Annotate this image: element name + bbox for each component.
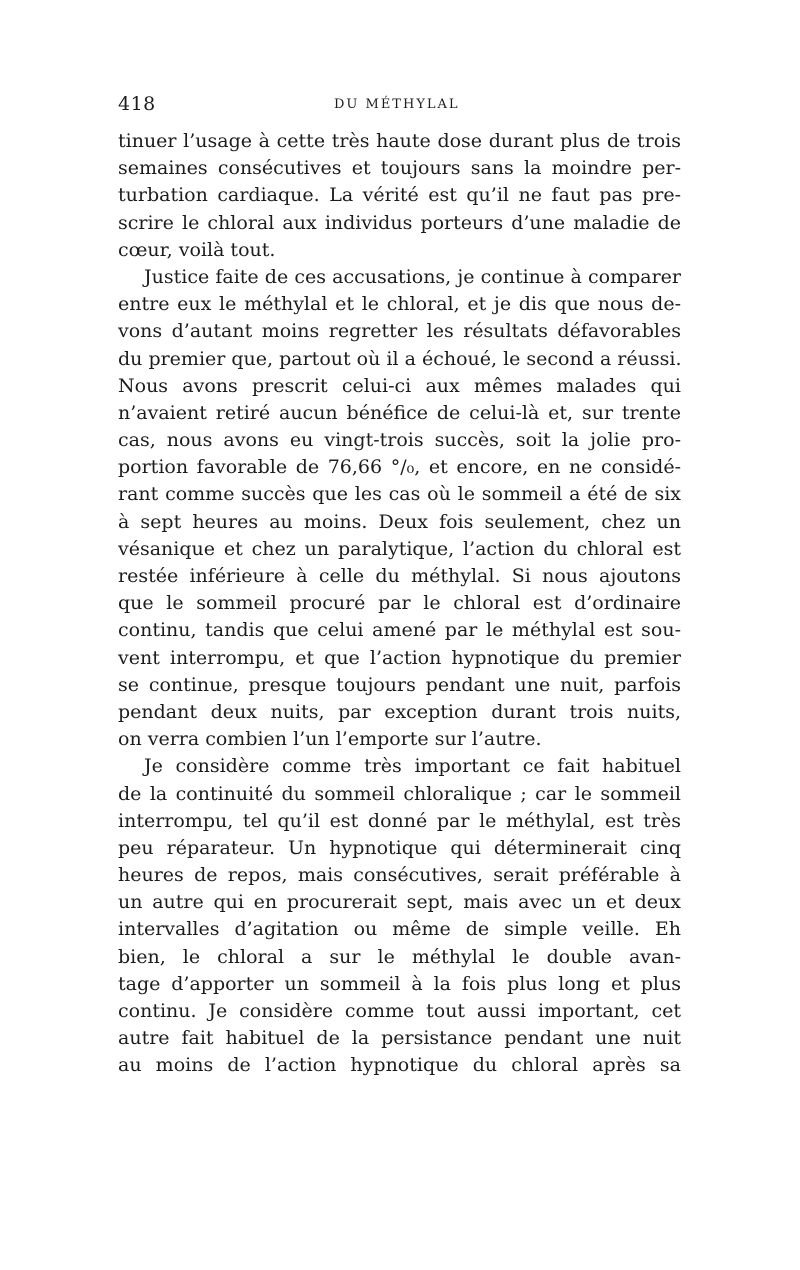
running-title: DU MÉTHYLAL: [334, 97, 460, 112]
text-line: tinuer l’usage à cette très haute dose durant plus de trois: [118, 130, 681, 152]
paragraph-start-line: Je considère comme très important ce fait habituel: [144, 755, 681, 778]
page-number: 418: [118, 93, 156, 115]
text-line: intervalles d’agitation ou même de simple veille. Eh: [118, 918, 681, 941]
text-line: rant comme succès que les cas où le sommeil a été de six: [118, 483, 681, 506]
text-line: cœur, voilà tout.: [118, 238, 276, 261]
text-line: vons d’autant moins regretter les résultats défavorables: [118, 320, 681, 343]
paragraph-start-line: Justice faite de ces accusations, je continue à comparer: [144, 265, 681, 288]
text-line: interrompu, tel qu’il est donné par le méthylal, est très: [118, 809, 681, 832]
text-line: vent interrompu, et que l’action hypnotique du premier: [118, 646, 681, 669]
text-line: semaines consécutives et toujours sans la moindre per-: [118, 157, 681, 180]
page-header: [118, 93, 678, 117]
text-line: on verra combien l’un l’emporte sur l’autre.: [118, 728, 542, 751]
text-line: du premier que, partout où il a échoué, le second a réussi.: [118, 347, 681, 370]
text-line: cas, nous avons eu vingt-trois succès, soit la jolie pro-: [118, 429, 681, 452]
text-line: à sept heures au moins. Deux fois seulement, chez un: [118, 510, 681, 533]
text-line: continu, tandis que celui amené par le méthylal est sou-: [118, 619, 681, 642]
text-line: tage d’apporter un sommeil à la fois plus long et plus: [118, 972, 681, 995]
text-line: entre eux le méthylal et le chloral, et je dis que nous de-: [118, 293, 681, 316]
text-line: se continue, presque toujours pendant une nuit, parfois: [118, 673, 681, 696]
text-line: n’avaient retiré aucun bénéfice de celui-là et, sur trente: [118, 401, 681, 424]
text-line: scrire le chloral aux individus porteurs d’une maladie de: [118, 211, 681, 234]
text-line: heures de repos, mais consécutives, serait préférable à: [118, 864, 681, 887]
text-line: continu. Je considère comme tout aussi important, cet: [118, 1000, 681, 1022]
text-line: portion favorable de 76,66 °/₀, et encore, en ne considé-: [118, 456, 681, 479]
text-line: restée inférieure à celle du méthylal. Si nous ajoutons: [118, 565, 681, 587]
text-line: peu réparateur. Un hypnotique qui déterminerait cinq: [118, 836, 681, 859]
text-line: au moins de l’action hypnotique du chloral après sa: [118, 1054, 681, 1077]
text-line: que le sommeil procuré par le chloral est d’ordinaire: [118, 592, 681, 615]
text-line: autre fait habituel de la persistance pendant une nuit: [118, 1027, 681, 1050]
text-line: Nous avons prescrit celui-ci aux mêmes malades qui: [118, 374, 681, 397]
text-line: un autre qui en procurerait sept, mais avec un et deux: [118, 891, 681, 914]
body-text: [118, 128, 681, 1080]
text-line: vésanique et chez un paralytique, l’action du chloral est: [118, 537, 681, 560]
text-line: turbation cardiaque. La vérité est qu’il ne faut pas pre-: [118, 184, 681, 207]
text-line: bien, le chloral a sur le méthylal le double avan-: [118, 945, 681, 968]
text-line: pendant deux nuits, par exception durant trois nuits,: [118, 700, 681, 723]
text-line: de la continuité du sommeil chloralique ; car le sommeil: [118, 782, 681, 805]
